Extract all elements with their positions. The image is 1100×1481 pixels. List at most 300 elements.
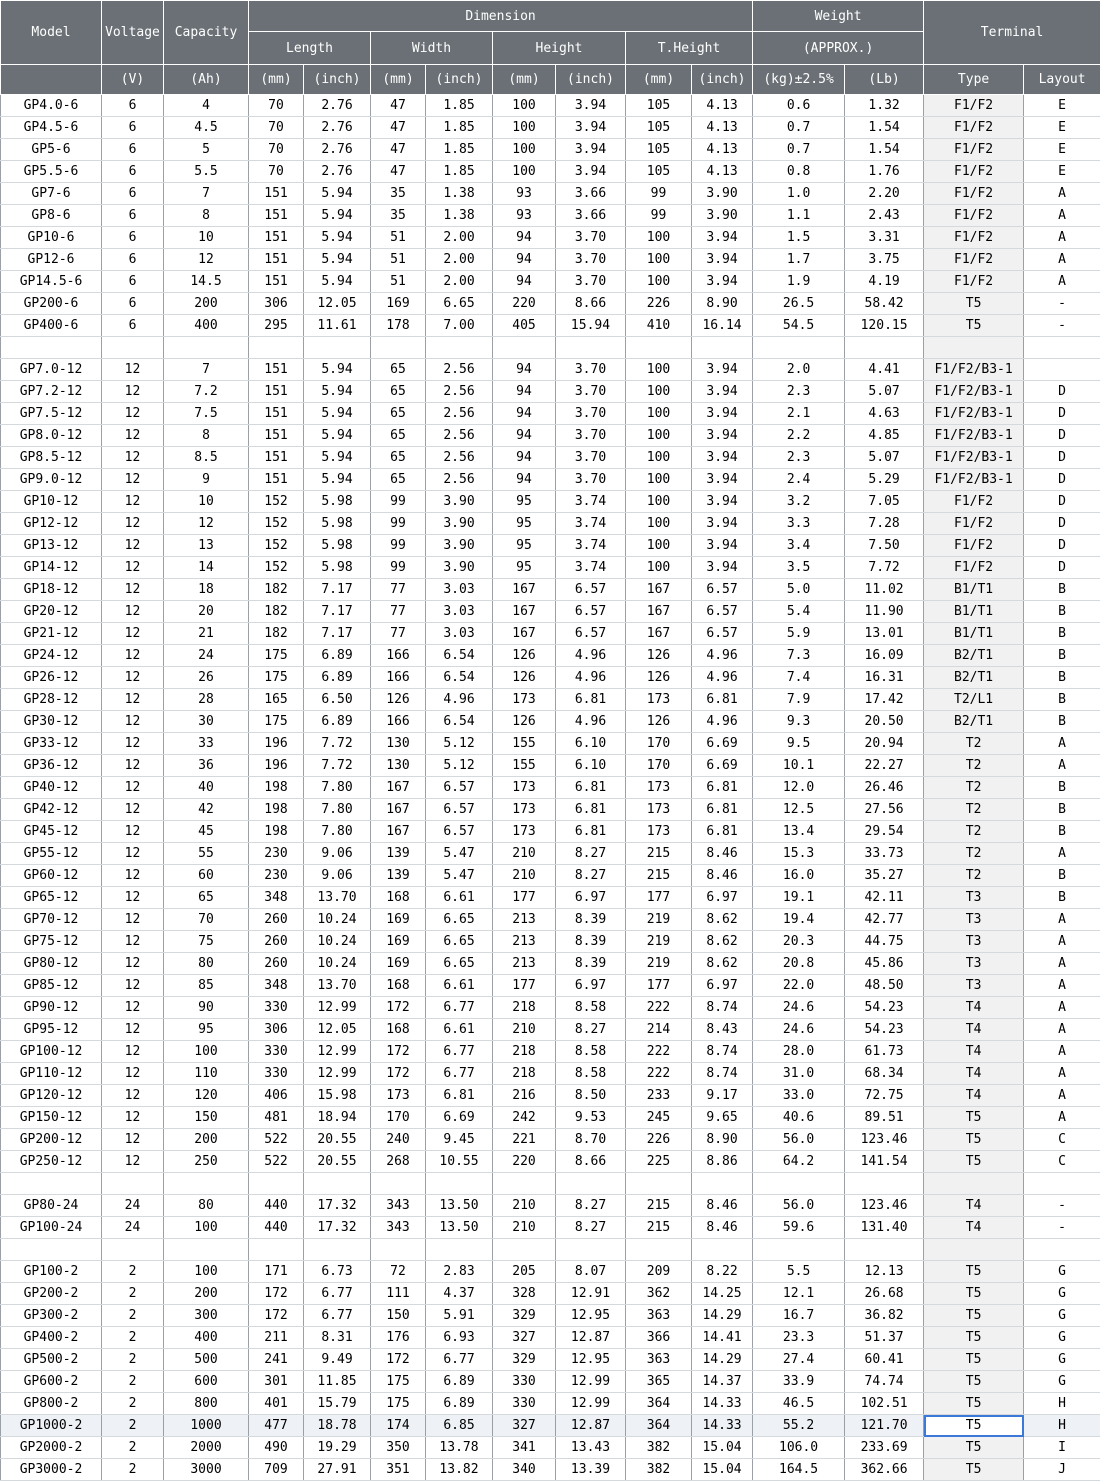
cell-length-mm[interactable]: 152: [249, 557, 304, 579]
cell-theight-inch[interactable]: 8.74: [692, 1041, 753, 1063]
cell-height-inch[interactable]: 6.57: [556, 601, 626, 623]
cell-weight-kg[interactable]: 9.5: [753, 733, 845, 755]
cell-model[interactable]: GP36-12: [1, 755, 102, 777]
cell-height-inch[interactable]: 8.27: [556, 1195, 626, 1217]
cell-width-mm[interactable]: 65: [371, 403, 426, 425]
cell-model[interactable]: GP80-24: [1, 1195, 102, 1217]
cell-length-inch[interactable]: 15.79: [304, 1393, 371, 1415]
cell-terminal-layout[interactable]: D: [1024, 491, 1100, 513]
cell-width-mm[interactable]: 343: [371, 1217, 426, 1239]
cell-width-inch[interactable]: 3.90: [426, 491, 493, 513]
cell-length-mm[interactable]: 477: [249, 1415, 304, 1437]
cell-length-mm[interactable]: 152: [249, 491, 304, 513]
cell-height-inch[interactable]: 3.74: [556, 557, 626, 579]
cell-length-inch[interactable]: 2.76: [304, 139, 371, 161]
cell-weight-lb[interactable]: 120.15: [845, 315, 924, 337]
cell-height-mm[interactable]: 155: [493, 755, 556, 777]
cell-terminal-layout[interactable]: B: [1024, 623, 1100, 645]
cell-model[interactable]: GP10-12: [1, 491, 102, 513]
cell-model[interactable]: GP500-2: [1, 1349, 102, 1371]
cell-width-inch[interactable]: 6.54: [426, 645, 493, 667]
header-cap-unit[interactable]: (Ah): [164, 65, 249, 95]
cell-terminal-type[interactable]: T5: [924, 315, 1024, 337]
cell-weight-lb[interactable]: 121.70: [845, 1415, 924, 1437]
cell-terminal-layout[interactable]: A: [1024, 205, 1100, 227]
cell-theight-inch[interactable]: 6.81: [692, 799, 753, 821]
cell-capacity[interactable]: 100: [164, 1041, 249, 1063]
cell-theight-inch[interactable]: 3.94: [692, 557, 753, 579]
cell-width-inch[interactable]: 5.47: [426, 865, 493, 887]
cell-terminal-type[interactable]: T2: [924, 799, 1024, 821]
cell-height-inch[interactable]: 8.27: [556, 1217, 626, 1239]
cell-model[interactable]: GP120-12: [1, 1085, 102, 1107]
cell-terminal-type[interactable]: T2: [924, 865, 1024, 887]
cell-terminal-layout[interactable]: H: [1024, 1415, 1100, 1437]
cell-capacity[interactable]: 14.5: [164, 271, 249, 293]
cell-terminal-layout[interactable]: -: [1024, 315, 1100, 337]
cell-capacity[interactable]: 28: [164, 689, 249, 711]
cell-theight-inch[interactable]: 3.90: [692, 205, 753, 227]
cell-voltage[interactable]: 6: [102, 183, 164, 205]
cell-weight-kg[interactable]: 2.4: [753, 469, 845, 491]
cell-length-mm[interactable]: 241: [249, 1349, 304, 1371]
cell-height-mm[interactable]: 93: [493, 183, 556, 205]
cell-capacity[interactable]: 40: [164, 777, 249, 799]
cell-model[interactable]: GP95-12: [1, 1019, 102, 1041]
cell-terminal-type[interactable]: T5: [924, 1459, 1024, 1481]
cell-height-mm[interactable]: 173: [493, 821, 556, 843]
cell-voltage[interactable]: 12: [102, 1107, 164, 1129]
cell-height-mm[interactable]: 220: [493, 293, 556, 315]
cell-theight-inch[interactable]: 8.46: [692, 1195, 753, 1217]
cell-weight-kg[interactable]: 59.6: [753, 1217, 845, 1239]
cell-height-mm[interactable]: 173: [493, 799, 556, 821]
cell-length-mm[interactable]: 260: [249, 931, 304, 953]
cell-terminal-layout[interactable]: D: [1024, 425, 1100, 447]
cell-length-inch[interactable]: 9.06: [304, 843, 371, 865]
cell-terminal-type[interactable]: T4: [924, 1085, 1024, 1107]
cell-weight-lb[interactable]: 131.40: [845, 1217, 924, 1239]
cell-width-mm[interactable]: 178: [371, 315, 426, 337]
cell-voltage[interactable]: 12: [102, 557, 164, 579]
cell-capacity[interactable]: 18: [164, 579, 249, 601]
cell-capacity[interactable]: 5: [164, 139, 249, 161]
cell-length-mm[interactable]: 172: [249, 1305, 304, 1327]
cell-capacity[interactable]: 200: [164, 1283, 249, 1305]
cell-height-inch[interactable]: 3.70: [556, 271, 626, 293]
cell-weight-lb[interactable]: 141.54: [845, 1151, 924, 1173]
cell-theight-mm[interactable]: 233: [626, 1085, 692, 1107]
cell-length-inch[interactable]: 17.32: [304, 1195, 371, 1217]
cell-theight-mm[interactable]: 126: [626, 645, 692, 667]
cell-voltage[interactable]: 6: [102, 315, 164, 337]
cell-capacity[interactable]: 42: [164, 799, 249, 821]
cell-length-mm[interactable]: 348: [249, 975, 304, 997]
cell-height-mm[interactable]: 95: [493, 513, 556, 535]
cell-length-mm[interactable]: 151: [249, 447, 304, 469]
cell-length-mm[interactable]: 172: [249, 1283, 304, 1305]
cell-weight-lb[interactable]: 26.68: [845, 1283, 924, 1305]
cell-terminal-type[interactable]: T5: [924, 293, 1024, 315]
cell-width-mm[interactable]: 72: [371, 1261, 426, 1283]
cell-terminal-layout[interactable]: B: [1024, 821, 1100, 843]
cell-terminal-layout[interactable]: A: [1024, 909, 1100, 931]
cell-voltage[interactable]: 12: [102, 755, 164, 777]
cell-width-inch[interactable]: 3.03: [426, 623, 493, 645]
cell-terminal-layout[interactable]: D: [1024, 469, 1100, 491]
cell-width-mm[interactable]: 350: [371, 1437, 426, 1459]
cell-length-mm[interactable]: 490: [249, 1437, 304, 1459]
cell-capacity[interactable]: 200: [164, 1129, 249, 1151]
cell-height-mm[interactable]: 155: [493, 733, 556, 755]
cell-model[interactable]: GP600-2: [1, 1371, 102, 1393]
cell-terminal-layout[interactable]: A: [1024, 931, 1100, 953]
cell-height-inch[interactable]: 8.70: [556, 1129, 626, 1151]
cell-theight-inch[interactable]: 4.13: [692, 139, 753, 161]
cell-width-mm[interactable]: 51: [371, 249, 426, 271]
cell-theight-mm[interactable]: 167: [626, 623, 692, 645]
cell-capacity[interactable]: 800: [164, 1393, 249, 1415]
cell-height-inch[interactable]: 6.97: [556, 975, 626, 997]
cell-capacity[interactable]: 95: [164, 1019, 249, 1041]
cell-length-mm[interactable]: 151: [249, 205, 304, 227]
cell-model[interactable]: GP42-12: [1, 799, 102, 821]
cell-terminal-layout[interactable]: D: [1024, 447, 1100, 469]
cell-weight-kg[interactable]: 13.4: [753, 821, 845, 843]
cell-length-mm[interactable]: [249, 1173, 304, 1195]
cell-voltage[interactable]: 12: [102, 821, 164, 843]
cell-theight-mm[interactable]: 100: [626, 249, 692, 271]
header-height[interactable]: Height: [493, 32, 626, 65]
cell-terminal-layout[interactable]: E: [1024, 95, 1100, 117]
cell-model[interactable]: GP200-6: [1, 293, 102, 315]
cell-weight-kg[interactable]: 10.1: [753, 755, 845, 777]
cell-length-inch[interactable]: 12.05: [304, 293, 371, 315]
cell-terminal-layout[interactable]: A: [1024, 1063, 1100, 1085]
cell-theight-inch[interactable]: 6.69: [692, 733, 753, 755]
cell-height-inch[interactable]: 3.70: [556, 469, 626, 491]
cell-height-mm[interactable]: 327: [493, 1415, 556, 1437]
cell-theight-mm[interactable]: 215: [626, 843, 692, 865]
cell-weight-lb[interactable]: 29.54: [845, 821, 924, 843]
cell-voltage[interactable]: 6: [102, 227, 164, 249]
cell-theight-inch[interactable]: 14.29: [692, 1305, 753, 1327]
cell-width-mm[interactable]: 35: [371, 205, 426, 227]
cell-length-inch[interactable]: [304, 1173, 371, 1195]
cell-height-inch[interactable]: 12.95: [556, 1349, 626, 1371]
cell-width-mm[interactable]: 172: [371, 1063, 426, 1085]
cell-terminal-layout[interactable]: D: [1024, 381, 1100, 403]
cell-length-mm[interactable]: 401: [249, 1393, 304, 1415]
cell-voltage[interactable]: [102, 1239, 164, 1261]
cell-theight-inch[interactable]: 6.97: [692, 887, 753, 909]
cell-length-mm[interactable]: 481: [249, 1107, 304, 1129]
cell-voltage[interactable]: 6: [102, 271, 164, 293]
cell-theight-inch[interactable]: 4.96: [692, 667, 753, 689]
cell-weight-kg[interactable]: 1.9: [753, 271, 845, 293]
cell-width-mm[interactable]: 51: [371, 227, 426, 249]
cell-voltage[interactable]: 12: [102, 1151, 164, 1173]
cell-weight-kg[interactable]: 56.0: [753, 1195, 845, 1217]
cell-weight-lb[interactable]: 20.50: [845, 711, 924, 733]
cell-height-mm[interactable]: 218: [493, 1063, 556, 1085]
cell-length-mm[interactable]: 70: [249, 95, 304, 117]
cell-width-mm[interactable]: 47: [371, 95, 426, 117]
cell-theight-inch[interactable]: 3.94: [692, 359, 753, 381]
cell-terminal-type[interactable]: F1/F2: [924, 183, 1024, 205]
cell-theight-mm[interactable]: 126: [626, 711, 692, 733]
cell-theight-mm[interactable]: 363: [626, 1305, 692, 1327]
cell-height-mm[interactable]: 330: [493, 1371, 556, 1393]
cell-height-mm[interactable]: 94: [493, 249, 556, 271]
cell-width-mm[interactable]: 169: [371, 953, 426, 975]
cell-terminal-type[interactable]: B1/T1: [924, 601, 1024, 623]
cell-length-inch[interactable]: 7.80: [304, 821, 371, 843]
cell-theight-mm[interactable]: 167: [626, 579, 692, 601]
cell-terminal-type[interactable]: T4: [924, 1063, 1024, 1085]
cell-width-mm[interactable]: 169: [371, 931, 426, 953]
cell-length-inch[interactable]: 5.94: [304, 381, 371, 403]
cell-width-mm[interactable]: 167: [371, 821, 426, 843]
cell-theight-mm[interactable]: 410: [626, 315, 692, 337]
cell-height-mm[interactable]: 213: [493, 953, 556, 975]
cell-length-mm[interactable]: 260: [249, 953, 304, 975]
cell-voltage[interactable]: 6: [102, 139, 164, 161]
cell-height-mm[interactable]: 173: [493, 689, 556, 711]
cell-width-inch[interactable]: 13.82: [426, 1459, 493, 1481]
cell-length-inch[interactable]: 2.76: [304, 117, 371, 139]
cell-length-mm[interactable]: 175: [249, 645, 304, 667]
cell-width-mm[interactable]: [371, 1173, 426, 1195]
cell-voltage[interactable]: 12: [102, 645, 164, 667]
cell-height-inch[interactable]: 8.27: [556, 843, 626, 865]
cell-height-inch[interactable]: 3.70: [556, 249, 626, 271]
cell-theight-inch[interactable]: 4.96: [692, 711, 753, 733]
cell-terminal-layout[interactable]: A: [1024, 227, 1100, 249]
cell-height-mm[interactable]: 210: [493, 1019, 556, 1041]
cell-voltage[interactable]: 24: [102, 1195, 164, 1217]
cell-width-inch[interactable]: 2.56: [426, 469, 493, 491]
cell-theight-inch[interactable]: 3.94: [692, 491, 753, 513]
cell-length-inch[interactable]: 12.99: [304, 1063, 371, 1085]
cell-capacity[interactable]: 12: [164, 249, 249, 271]
cell-theight-inch[interactable]: [692, 1239, 753, 1261]
cell-theight-mm[interactable]: 363: [626, 1349, 692, 1371]
cell-weight-lb[interactable]: 4.85: [845, 425, 924, 447]
cell-weight-kg[interactable]: 9.3: [753, 711, 845, 733]
cell-model[interactable]: GP70-12: [1, 909, 102, 931]
cell-model[interactable]: [1, 1239, 102, 1261]
cell-terminal-type[interactable]: B2/T1: [924, 667, 1024, 689]
cell-width-mm[interactable]: 172: [371, 1349, 426, 1371]
cell-length-mm[interactable]: 182: [249, 601, 304, 623]
cell-length-inch[interactable]: 5.94: [304, 359, 371, 381]
cell-weight-kg[interactable]: 12.0: [753, 777, 845, 799]
cell-weight-lb[interactable]: 36.82: [845, 1305, 924, 1327]
cell-model[interactable]: GP10-6: [1, 227, 102, 249]
cell-width-mm[interactable]: 168: [371, 1019, 426, 1041]
cell-width-inch[interactable]: 1.85: [426, 117, 493, 139]
cell-height-mm[interactable]: 329: [493, 1349, 556, 1371]
cell-terminal-layout[interactable]: G: [1024, 1349, 1100, 1371]
cell-length-mm[interactable]: 175: [249, 667, 304, 689]
header-volt-unit[interactable]: (V): [102, 65, 164, 95]
cell-voltage[interactable]: [102, 1173, 164, 1195]
cell-theight-inch[interactable]: 8.90: [692, 293, 753, 315]
cell-height-mm[interactable]: 93: [493, 205, 556, 227]
cell-height-mm[interactable]: 210: [493, 843, 556, 865]
cell-width-mm[interactable]: [371, 1239, 426, 1261]
cell-voltage[interactable]: 24: [102, 1217, 164, 1239]
cell-weight-lb[interactable]: [845, 1173, 924, 1195]
cell-capacity[interactable]: [164, 337, 249, 359]
cell-theight-mm[interactable]: 173: [626, 799, 692, 821]
cell-height-mm[interactable]: 242: [493, 1107, 556, 1129]
cell-length-inch[interactable]: 6.89: [304, 711, 371, 733]
cell-length-inch[interactable]: 5.94: [304, 425, 371, 447]
cell-width-inch[interactable]: 1.85: [426, 139, 493, 161]
cell-theight-inch[interactable]: 6.57: [692, 623, 753, 645]
cell-model[interactable]: GP14.5-6: [1, 271, 102, 293]
cell-weight-kg[interactable]: 26.5: [753, 293, 845, 315]
cell-terminal-type[interactable]: T5: [924, 1151, 1024, 1173]
cell-model[interactable]: GP18-12: [1, 579, 102, 601]
cell-voltage[interactable]: 2: [102, 1283, 164, 1305]
cell-width-inch[interactable]: 6.61: [426, 975, 493, 997]
cell-voltage[interactable]: 2: [102, 1349, 164, 1371]
cell-theight-mm[interactable]: 226: [626, 1129, 692, 1151]
cell-terminal-type[interactable]: T4: [924, 997, 1024, 1019]
cell-weight-lb[interactable]: 13.01: [845, 623, 924, 645]
cell-capacity[interactable]: 33: [164, 733, 249, 755]
cell-terminal-layout[interactable]: A: [1024, 271, 1100, 293]
cell-length-mm[interactable]: 152: [249, 535, 304, 557]
cell-weight-kg[interactable]: [753, 337, 845, 359]
cell-theight-mm[interactable]: 100: [626, 381, 692, 403]
cell-model[interactable]: GP90-12: [1, 997, 102, 1019]
cell-width-inch[interactable]: 3.90: [426, 513, 493, 535]
cell-weight-lb[interactable]: 7.05: [845, 491, 924, 513]
cell-weight-lb[interactable]: 44.75: [845, 931, 924, 953]
cell-theight-mm[interactable]: 105: [626, 139, 692, 161]
cell-length-mm[interactable]: 151: [249, 381, 304, 403]
cell-voltage[interactable]: 12: [102, 689, 164, 711]
cell-model[interactable]: GP100-12: [1, 1041, 102, 1063]
cell-weight-kg[interactable]: 12.5: [753, 799, 845, 821]
cell-capacity[interactable]: 24: [164, 645, 249, 667]
cell-theight-mm[interactable]: [626, 337, 692, 359]
cell-theight-mm[interactable]: 209: [626, 1261, 692, 1283]
cell-weight-kg[interactable]: 5.0: [753, 579, 845, 601]
cell-width-mm[interactable]: 65: [371, 469, 426, 491]
cell-terminal-type[interactable]: F1/F2: [924, 139, 1024, 161]
cell-height-inch[interactable]: 8.66: [556, 1151, 626, 1173]
cell-length-inch[interactable]: 7.17: [304, 579, 371, 601]
cell-weight-lb[interactable]: 42.77: [845, 909, 924, 931]
cell-voltage[interactable]: 12: [102, 733, 164, 755]
cell-capacity[interactable]: 10: [164, 491, 249, 513]
cell-theight-inch[interactable]: [692, 1173, 753, 1195]
cell-width-inch[interactable]: 2.56: [426, 447, 493, 469]
cell-model[interactable]: GP8-6: [1, 205, 102, 227]
cell-weight-lb[interactable]: 17.42: [845, 689, 924, 711]
cell-weight-lb[interactable]: 74.74: [845, 1371, 924, 1393]
cell-weight-lb[interactable]: 16.09: [845, 645, 924, 667]
cell-weight-lb[interactable]: 35.27: [845, 865, 924, 887]
cell-terminal-type[interactable]: T3: [924, 975, 1024, 997]
cell-voltage[interactable]: 12: [102, 931, 164, 953]
cell-model[interactable]: GP40-12: [1, 777, 102, 799]
cell-height-mm[interactable]: 218: [493, 1041, 556, 1063]
cell-theight-inch[interactable]: 6.69: [692, 755, 753, 777]
cell-theight-mm[interactable]: 100: [626, 271, 692, 293]
cell-width-mm[interactable]: 150: [371, 1305, 426, 1327]
cell-width-inch[interactable]: 2.00: [426, 227, 493, 249]
cell-theight-mm[interactable]: 215: [626, 1195, 692, 1217]
cell-length-inch[interactable]: 19.29: [304, 1437, 371, 1459]
cell-terminal-layout[interactable]: A: [1024, 733, 1100, 755]
cell-height-mm[interactable]: 95: [493, 491, 556, 513]
cell-capacity[interactable]: 150: [164, 1107, 249, 1129]
cell-length-mm[interactable]: 348: [249, 887, 304, 909]
cell-model[interactable]: GP9.0-12: [1, 469, 102, 491]
cell-model[interactable]: [1, 337, 102, 359]
cell-theight-inch[interactable]: 14.29: [692, 1349, 753, 1371]
cell-theight-inch[interactable]: 8.46: [692, 1217, 753, 1239]
cell-capacity[interactable]: 200: [164, 293, 249, 315]
cell-weight-lb[interactable]: 58.42: [845, 293, 924, 315]
cell-terminal-layout[interactable]: E: [1024, 117, 1100, 139]
cell-capacity[interactable]: 55: [164, 843, 249, 865]
cell-width-mm[interactable]: 139: [371, 865, 426, 887]
cell-width-mm[interactable]: 77: [371, 623, 426, 645]
cell-height-mm[interactable]: 167: [493, 579, 556, 601]
cell-terminal-layout[interactable]: A: [1024, 1107, 1100, 1129]
cell-weight-kg[interactable]: 28.0: [753, 1041, 845, 1063]
cell-theight-mm[interactable]: [626, 1173, 692, 1195]
cell-length-inch[interactable]: 20.55: [304, 1129, 371, 1151]
cell-model[interactable]: GP150-12: [1, 1107, 102, 1129]
cell-voltage[interactable]: 6: [102, 293, 164, 315]
cell-terminal-type[interactable]: F1/F2/B3-1: [924, 469, 1024, 491]
cell-width-inch[interactable]: 6.93: [426, 1327, 493, 1349]
cell-terminal-type[interactable]: T2: [924, 843, 1024, 865]
header-length[interactable]: Length: [249, 32, 371, 65]
cell-length-inch[interactable]: 5.94: [304, 469, 371, 491]
header-model[interactable]: Model: [1, 1, 102, 65]
cell-weight-kg[interactable]: 2.0: [753, 359, 845, 381]
cell-terminal-type[interactable]: F1/F2/B3-1: [924, 381, 1024, 403]
cell-model[interactable]: GP400-6: [1, 315, 102, 337]
cell-weight-kg[interactable]: 0.7: [753, 117, 845, 139]
cell-weight-lb[interactable]: 68.34: [845, 1063, 924, 1085]
cell-theight-mm[interactable]: 100: [626, 491, 692, 513]
cell-capacity[interactable]: 2000: [164, 1437, 249, 1459]
cell-model[interactable]: GP110-12: [1, 1063, 102, 1085]
cell-width-inch[interactable]: 5.47: [426, 843, 493, 865]
cell-length-inch[interactable]: [304, 337, 371, 359]
cell-height-inch[interactable]: 3.74: [556, 535, 626, 557]
cell-model[interactable]: GP21-12: [1, 623, 102, 645]
cell-height-inch[interactable]: 6.57: [556, 579, 626, 601]
cell-terminal-type[interactable]: B2/T1: [924, 645, 1024, 667]
cell-theight-mm[interactable]: 215: [626, 865, 692, 887]
cell-length-inch[interactable]: 12.05: [304, 1019, 371, 1041]
cell-weight-lb[interactable]: 123.46: [845, 1129, 924, 1151]
cell-width-mm[interactable]: 166: [371, 667, 426, 689]
cell-weight-kg[interactable]: 31.0: [753, 1063, 845, 1085]
cell-height-inch[interactable]: 6.81: [556, 799, 626, 821]
